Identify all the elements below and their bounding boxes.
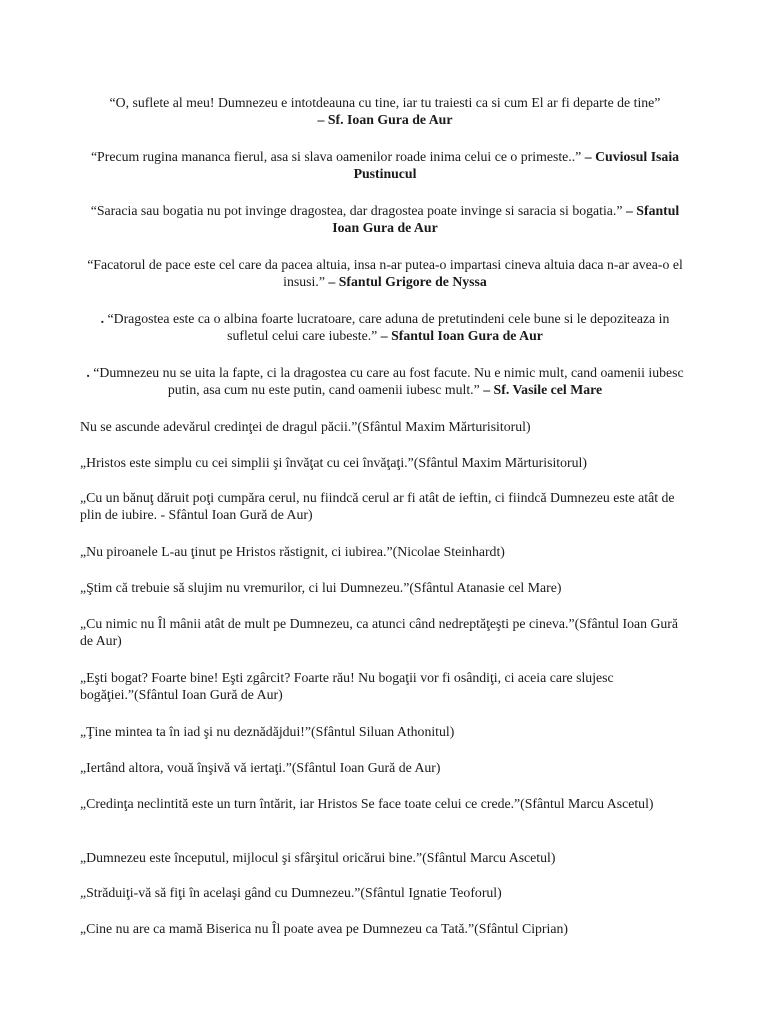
quote-10: „Nu piroanele L-au ţinut pe Hristos răstignit, ci iubirea.”(Nicolae Steinhardt) xyxy=(80,544,505,559)
quote-7: Nu se ascunde adevărul credinţei de dragul păcii.”(Sfântul Maxim Mărturisitorul) xyxy=(80,419,531,434)
quote-4: “Facatorul de pace este cel care da pacea altuia, insa n-ar putea-o impartasi cineva altuia daca n-ar avea-o el insusi.” – Sfantul Grigore de Nyssa xyxy=(87,257,683,289)
quote-17: „Dumnezeu este începutul, mijlocul şi sfârşitul oricărui bine.”(Sfântul Marcu Ascetul) xyxy=(80,850,556,865)
quote-13: „Eşti bogat? Foarte bine! Eşti zgârcit? Foarte rău! Nu bogaţii vor fi osândiţi, ci aceia care slujesc bogăţiei.”(Sfântul Ioan Gură de Aur) xyxy=(80,670,614,702)
quote-1: “O, suflete al meu! Dumnezeu e intotdeauna cu tine, iar tu traiesti ca si cum El ar fi departe de tine” – Sf. Ioan Gura de Aur xyxy=(109,95,661,127)
quote-16: „Credinţa neclintită este un turn întărit, iar Hristos Se face toate celui ce crede.”(Sfântul Marcu Ascetul) xyxy=(80,796,654,811)
quote-author: – Sf. Vasile cel Mare xyxy=(483,382,603,397)
quote-6: . “Dumnezeu nu se uita la fapte, ci la dragostea cu care au fost facute. Nu e nimic mult, cand oamenii iubesc putin, asa cum nu este putin, cand oamenii iubesc mult.” – Sf. Vasile cel Mare xyxy=(86,365,684,397)
quote-12: „Cu nimic nu Îl mânii atât de mult pe Dumnezeu, ca atunci când nedreptăţeşti pe cineva.”(Sfântul Ioan Gură de Aur) xyxy=(80,616,679,648)
quote-author: – Sfantul Grigore de Nyssa xyxy=(328,274,487,289)
quote-author: – Sf. Ioan Gura de Aur xyxy=(317,112,453,127)
quote-author: – Sfantul Ioan Gura de Aur xyxy=(380,328,543,343)
quote-18: „Străduiţi-vă să fiţi în acelaşi gând cu Dumnezeu.”(Sfântul Ignatie Teoforul) xyxy=(80,885,502,900)
quote-author: – Sfantul Ioan Gura de Aur xyxy=(332,203,680,235)
quote-5: . “Dragostea este ca o albina foarte lucratoare, care aduna de pretutindeni cele bune si le depoziteaza in sufletul celui care iubeste.” – Sfantul Ioan Gura de Aur xyxy=(100,311,670,343)
quote-8: „Hristos este simplu cu cei simplii şi învăţat cu cei învăţaţi.”(Sfântul Maxim Mărturisitorul) xyxy=(80,455,587,470)
quote-14: „Ţine mintea ta în iad şi nu deznădăjdui!”(Sfântul Siluan Athonitul) xyxy=(80,724,455,739)
quote-11: „Ştim că trebuie să slujim nu vremurilor, ci lui Dumnezeu.”(Sfântul Atanasie cel Mare) xyxy=(80,580,562,595)
quote-author: – Cuviosul Isaia Pustinucul xyxy=(353,149,680,181)
quote-19: „Cine nu are ca mamă Biserica nu Îl poate avea pe Dumnezeu ca Tată.”(Sfântul Ciprian) xyxy=(80,921,568,936)
quote-9: „Cu un bănuţ dăruit poţi cumpăra cerul, nu fiindcă cerul ar fi atât de ieftin, ci fiindcă Dumnezeu este atât de plin de iubire. - Sfântul Ioan Gură de Aur) xyxy=(80,490,675,522)
quote-2: “Precum rugina mananca fierul, asa si slava oamenilor roade inima celui ce o primeste..” – Cuviosul Isaia Pustinucul xyxy=(90,149,680,181)
quote-3: “Saracia sau bogatia nu pot invinge dragostea, dar dragostea poate invinge si saracia si bogatia.” – Sfantul Ioan Gura de Aur xyxy=(90,203,680,235)
quote-15: „Iertând altora, vouă înşivă vă iertaţi.”(Sfântul Ioan Gură de Aur) xyxy=(80,760,441,775)
